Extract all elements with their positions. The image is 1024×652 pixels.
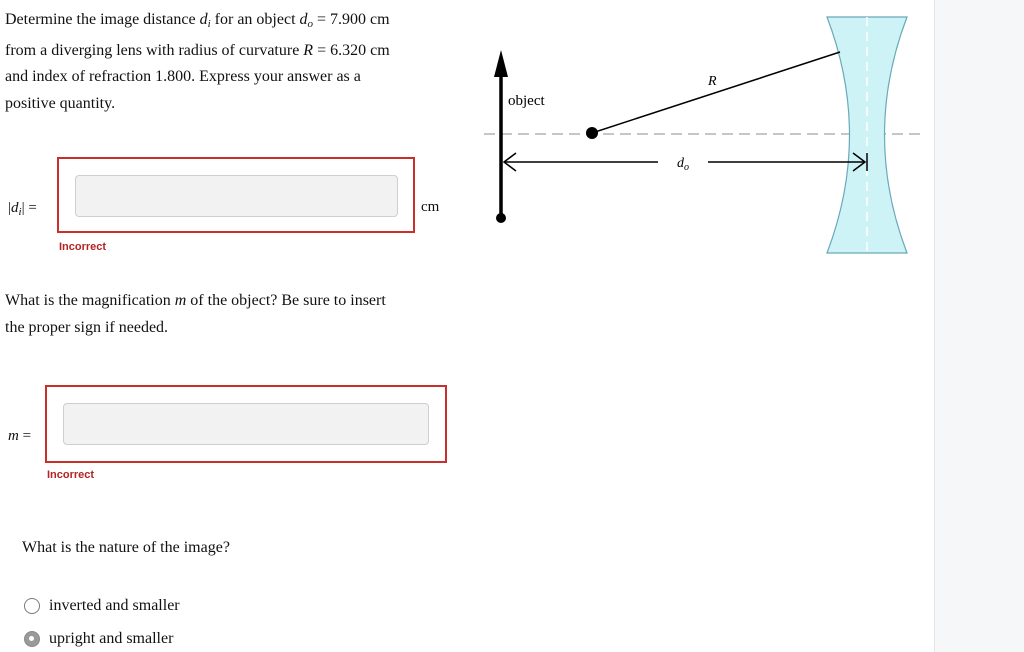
object-label: object [508, 93, 545, 109]
lens-diagram [480, 10, 925, 260]
answer-1-sub: i [18, 206, 22, 218]
var-do: d [299, 11, 308, 28]
question-1-text: Determine the image distance [5, 11, 196, 28]
radius-line [592, 52, 840, 133]
answer-2-eq: = [18, 428, 32, 444]
question-1-line2: from a diverging lens with radius of curvature [5, 41, 300, 59]
radio-button-selected[interactable] [24, 631, 40, 647]
R-value: = 6.320 cm [317, 41, 390, 59]
var-do-sub: o [307, 18, 314, 30]
question-3: What is the nature of the image? [22, 539, 230, 556]
question-1-line3: and index of refraction 1.800. Express your answer as a [5, 68, 361, 85]
right-sidebar [934, 0, 1024, 652]
radio-button[interactable] [24, 598, 40, 614]
option-label: inverted and smaller [49, 597, 180, 614]
object-arrow-head [494, 50, 508, 77]
do-label-sub: o [684, 162, 689, 173]
abs-close-eq: | = [21, 200, 37, 216]
do-label [677, 156, 689, 173]
answer-1-var: d [11, 200, 19, 216]
abs-open: | [8, 200, 12, 216]
image-distance-input[interactable] [75, 175, 398, 217]
center-of-curvature-dot [586, 127, 598, 139]
var-R: R [303, 41, 314, 59]
question-2-text-c: the proper sign if needed. [5, 318, 169, 336]
answer-1-status: Incorrect [59, 241, 107, 253]
magnification-input[interactable] [63, 403, 429, 445]
object-base-dot [496, 213, 506, 223]
question-2-text-b: of the object? Be sure to insert [190, 292, 386, 309]
do-label-main: d [677, 156, 684, 171]
var-di: d [199, 11, 208, 28]
answer-1-label [8, 200, 37, 218]
do-value: = 7.900 cm [317, 11, 390, 28]
option-upright-smaller[interactable] [24, 630, 173, 648]
answer-2-var: m [8, 428, 19, 444]
option-inverted-smaller[interactable] [24, 597, 180, 615]
answer-2-label [8, 428, 31, 445]
question-2-text-a: What is the magnification [5, 292, 171, 309]
var-di-sub: i [207, 18, 211, 30]
question-2 [5, 288, 450, 341]
answer-2-status: Incorrect [47, 469, 95, 481]
option-label: upright and smaller [49, 630, 174, 647]
R-label: R [708, 74, 717, 89]
var-m: m [174, 292, 187, 309]
question-1-line4: positive quantity. [5, 94, 116, 112]
answer-1-unit: cm [421, 199, 440, 215]
question-1-text-b: for an object [214, 11, 296, 28]
question-1 [5, 7, 450, 117]
